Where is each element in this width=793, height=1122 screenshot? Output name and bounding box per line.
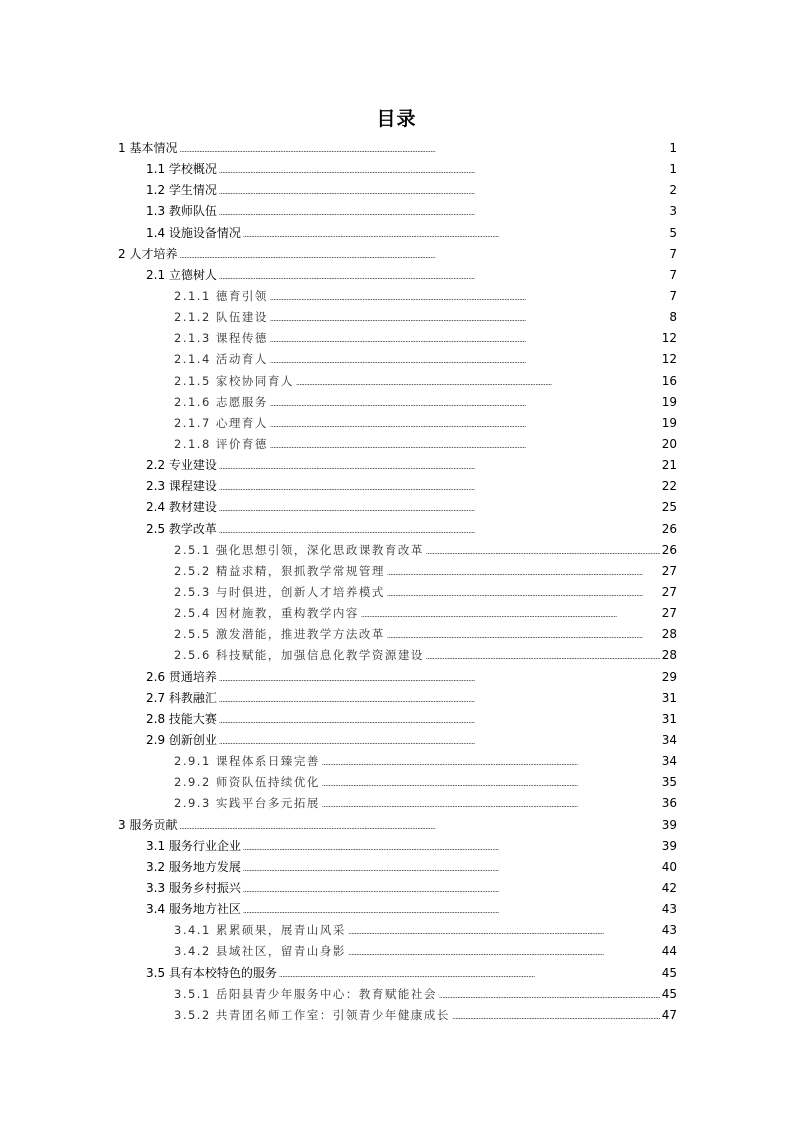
dot-leader xyxy=(270,328,660,349)
toc-entry-label: 3.5 具有本校特色的服务 xyxy=(146,965,277,980)
toc-entry-page-number: 19 xyxy=(661,415,677,430)
dot-leader xyxy=(270,349,660,370)
toc-entry-page-number: 44 xyxy=(661,944,677,959)
toc-entry-label: 2.1.8 评价育德 xyxy=(174,437,268,452)
dot-leader xyxy=(348,920,660,941)
toc-entry-label: 2.8 技能大赛 xyxy=(146,711,217,726)
toc-entry-page-number: 34 xyxy=(661,754,677,769)
toc-entry-page-number: 7 xyxy=(669,246,677,261)
toc-entry-page-number: 1 xyxy=(669,141,677,156)
toc-entry[interactable] xyxy=(0,984,793,1005)
dot-leader xyxy=(243,899,660,920)
dot-leader xyxy=(279,963,660,984)
toc-entry[interactable] xyxy=(0,667,793,688)
toc-entry-label: 2.5 教学改革 xyxy=(146,521,217,536)
toc-entry-label: 3.2 服务地方发展 xyxy=(146,859,241,874)
dot-leader xyxy=(387,582,660,603)
dot-leader xyxy=(439,984,660,1005)
toc-entry[interactable] xyxy=(0,836,793,857)
toc-entry[interactable] xyxy=(0,455,793,476)
toc-entry[interactable] xyxy=(0,392,793,413)
dot-leader xyxy=(219,476,660,497)
toc-entry[interactable] xyxy=(0,244,793,265)
toc-title: 目录 xyxy=(376,108,417,130)
toc-entry-page-number: 45 xyxy=(661,986,677,1001)
dot-leader xyxy=(179,138,667,159)
dot-leader xyxy=(270,434,660,455)
dot-leader xyxy=(322,751,660,772)
dot-leader xyxy=(452,1005,660,1026)
toc-entry[interactable] xyxy=(0,201,793,222)
toc-entry-label: 2.1.6 志愿服务 xyxy=(174,394,268,409)
toc-entry-label: 2.5.6 科技赋能，加强信息化教学资源建设 xyxy=(174,648,424,663)
toc-entry[interactable] xyxy=(0,624,793,645)
toc-entry[interactable] xyxy=(0,159,793,180)
toc-entry-label: 2.7 科教融汇 xyxy=(146,690,217,705)
toc-entry[interactable] xyxy=(0,730,793,751)
dot-leader xyxy=(219,180,667,201)
dot-leader xyxy=(361,603,660,624)
toc-entry[interactable] xyxy=(0,1005,793,1026)
toc-entry-label: 3.5.2 共青团名师工作室：引领青少年健康成长 xyxy=(174,1007,450,1022)
dot-leader xyxy=(219,497,660,518)
toc-entry-page-number: 42 xyxy=(661,880,677,895)
toc-entry-label: 3.3 服务乡村振兴 xyxy=(146,880,241,895)
toc-entry[interactable] xyxy=(0,878,793,899)
dot-leader xyxy=(219,159,667,180)
toc-entry[interactable] xyxy=(0,540,793,561)
dot-leader xyxy=(243,857,660,878)
dot-leader xyxy=(348,941,660,962)
toc-entry-label: 1.4 设施设备情况 xyxy=(146,225,241,240)
toc-entry[interactable] xyxy=(0,941,793,962)
toc-entry-label: 2.5.2 精益求精，狠抓教学常规管理 xyxy=(174,563,385,578)
toc-entry[interactable] xyxy=(0,899,793,920)
toc-entry-page-number: 27 xyxy=(661,585,677,600)
toc-list xyxy=(0,138,793,1026)
toc-entry-page-number: 22 xyxy=(661,479,677,494)
toc-entry[interactable] xyxy=(0,328,793,349)
toc-entry-label: 2.5.3 与时俱进，创新人才培养模式 xyxy=(174,585,385,600)
toc-entry-label: 2.3 课程建设 xyxy=(146,479,217,494)
toc-entry-label: 2.2 专业建设 xyxy=(146,458,217,473)
toc-entry-label: 2.5.4 因材施教，重构教学内容 xyxy=(174,606,359,621)
toc-entry[interactable] xyxy=(0,751,793,772)
dot-leader xyxy=(219,709,660,730)
toc-entry-page-number: 5 xyxy=(669,225,677,240)
toc-entry[interactable] xyxy=(0,265,793,286)
toc-entry-page-number: 39 xyxy=(661,838,677,853)
toc-entry[interactable] xyxy=(0,772,793,793)
toc-entry[interactable] xyxy=(0,349,793,370)
toc-entry[interactable] xyxy=(0,286,793,307)
toc-entry-page-number: 29 xyxy=(661,669,677,684)
toc-entry[interactable] xyxy=(0,793,793,814)
toc-entry[interactable] xyxy=(0,307,793,328)
dot-leader xyxy=(243,223,667,244)
toc-entry-label: 2.5.5 激发潜能，推进教学方法改革 xyxy=(174,627,385,642)
toc-entry-label: 2.9.2 师资队伍持续优化 xyxy=(174,775,320,790)
toc-entry-label: 2.1 立德树人 xyxy=(146,267,217,282)
toc-entry-label: 2.1.3 课程传德 xyxy=(174,331,268,346)
toc-entry[interactable] xyxy=(0,688,793,709)
toc-entry-page-number: 27 xyxy=(661,563,677,578)
toc-entry[interactable] xyxy=(0,434,793,455)
toc-entry-page-number: 12 xyxy=(661,352,677,367)
toc-entry[interactable] xyxy=(0,815,793,836)
dot-leader xyxy=(179,815,659,836)
toc-entry[interactable] xyxy=(0,519,793,540)
toc-entry-label: 3.4 服务地方社区 xyxy=(146,902,241,917)
toc-entry[interactable] xyxy=(0,962,793,983)
toc-entry-page-number: 28 xyxy=(661,648,677,663)
toc-entry-label: 1 基本情况 xyxy=(118,141,178,156)
toc-entry-page-number: 27 xyxy=(661,606,677,621)
toc-entry-page-number: 8 xyxy=(669,310,677,325)
dot-leader xyxy=(426,540,660,561)
toc-entry[interactable] xyxy=(0,645,793,666)
toc-entry[interactable] xyxy=(0,603,793,624)
toc-entry-page-number: 3 xyxy=(669,204,677,219)
toc-entry-label: 1.3 教师队伍 xyxy=(146,204,217,219)
toc-entry-label: 3.4.2 县域社区，留青山身影 xyxy=(174,944,346,959)
toc-entry-page-number: 31 xyxy=(661,711,677,726)
toc-entry-page-number: 7 xyxy=(669,289,677,304)
toc-entry[interactable] xyxy=(0,497,793,518)
toc-entry-page-number: 7 xyxy=(669,267,677,282)
dot-leader xyxy=(322,772,660,793)
toc-entry-label: 2 人才培养 xyxy=(118,246,178,261)
toc-entry-label: 2.1.1 德育引领 xyxy=(174,289,268,304)
dot-leader xyxy=(219,688,660,709)
toc-entry[interactable] xyxy=(0,413,793,434)
toc-entry-label: 2.6 贯通培养 xyxy=(146,669,217,684)
toc-entry-label: 2.9.3 实践平台多元拓展 xyxy=(174,796,320,811)
toc-entry-page-number: 40 xyxy=(661,859,677,874)
toc-entry[interactable] xyxy=(0,709,793,730)
toc-entry-page-number: 26 xyxy=(661,521,677,536)
toc-entry-page-number: 2 xyxy=(669,183,677,198)
toc-entry-page-number: 20 xyxy=(661,437,677,452)
toc-entry-page-number: 43 xyxy=(661,923,677,938)
toc-entry-page-number: 34 xyxy=(661,733,677,747)
toc-entry-label: 1.1 学校概况 xyxy=(146,162,217,177)
toc-entry-label: 3 服务贡献 xyxy=(118,817,178,832)
dot-leader xyxy=(296,371,660,392)
toc-entry-page-number: 43 xyxy=(661,902,677,917)
toc-entry-label: 1.2 学生情况 xyxy=(146,183,217,198)
toc-entry-page-number: 45 xyxy=(661,965,677,980)
toc-entry-page-number: 26 xyxy=(661,542,677,557)
dot-leader xyxy=(322,793,660,814)
dot-leader xyxy=(426,645,660,666)
dot-leader xyxy=(219,265,667,286)
toc-entry-page-number: 39 xyxy=(661,817,677,832)
toc-entry[interactable] xyxy=(0,371,793,392)
toc-entry[interactable] xyxy=(0,857,793,878)
dot-leader xyxy=(219,455,660,476)
dot-leader xyxy=(270,413,660,434)
toc-entry-label: 3.1 服务行业企业 xyxy=(146,838,241,853)
dot-leader xyxy=(270,307,667,328)
toc-entry[interactable] xyxy=(0,138,793,159)
toc-entry-page-number: 28 xyxy=(661,627,677,642)
toc-entry-page-number: 47 xyxy=(661,1007,677,1022)
toc-entry-label: 2.9 创新创业 xyxy=(146,733,217,747)
toc-entry[interactable] xyxy=(0,561,793,582)
toc-entry-label: 2.1.5 家校协同育人 xyxy=(174,373,294,388)
toc-entry-page-number: 1 xyxy=(669,162,677,177)
toc-entry-label: 2.1.2 队伍建设 xyxy=(174,310,268,325)
dot-leader xyxy=(219,519,660,540)
dot-leader xyxy=(219,730,660,751)
toc-entry-label: 2.5.1 强化思想引领，深化思政课教育改革 xyxy=(174,542,424,557)
dot-leader xyxy=(270,392,660,413)
dot-leader xyxy=(387,624,660,645)
dot-leader xyxy=(270,286,667,307)
toc-entry-label: 2.1.7 心理育人 xyxy=(174,415,268,430)
toc-entry-label: 3.4.1 累累硕果，展青山风采 xyxy=(174,923,346,938)
toc-entry[interactable] xyxy=(0,180,793,201)
toc-entry-label: 2.4 教材建设 xyxy=(146,500,217,515)
dot-leader xyxy=(179,244,667,265)
toc-entry[interactable] xyxy=(0,582,793,603)
dot-leader xyxy=(243,836,660,857)
toc-entry-page-number: 36 xyxy=(661,796,677,811)
toc-entry-page-number: 35 xyxy=(661,775,677,790)
toc-entry[interactable] xyxy=(0,223,793,244)
dot-leader xyxy=(219,667,660,688)
toc-entry[interactable] xyxy=(0,920,793,941)
toc-entry-page-number: 21 xyxy=(661,458,677,473)
toc-entry-label: 3.5.1 岳阳县青少年服务中心：教育赋能社会 xyxy=(174,986,437,1001)
toc-entry-page-number: 19 xyxy=(661,394,677,409)
dot-leader xyxy=(387,561,660,582)
dot-leader xyxy=(219,201,667,222)
toc-entry[interactable] xyxy=(0,476,793,497)
toc-entry-page-number: 31 xyxy=(661,690,677,705)
toc-entry-page-number: 16 xyxy=(661,373,677,388)
toc-entry-page-number: 25 xyxy=(661,500,677,515)
toc-entry-page-number: 12 xyxy=(661,331,677,346)
toc-entry-label: 2.9.1 课程体系日臻完善 xyxy=(174,754,320,769)
toc-entry-label: 2.1.4 活动育人 xyxy=(174,352,268,367)
dot-leader xyxy=(243,878,660,899)
